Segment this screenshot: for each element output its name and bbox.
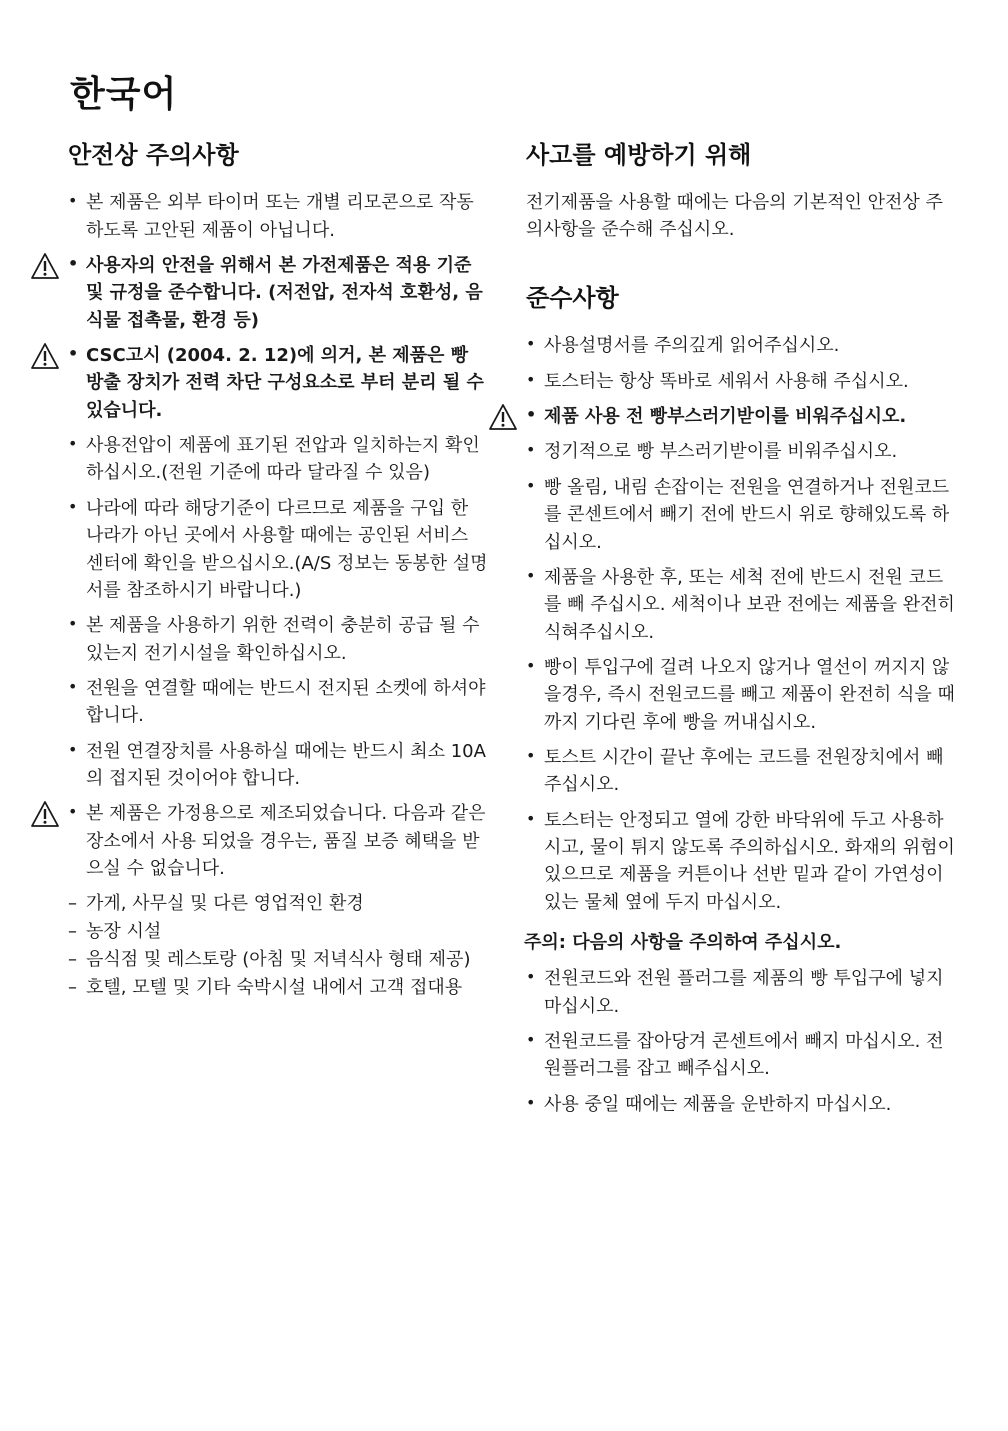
list-item (526, 474, 956, 556)
compliance-heading: 준수사항 (526, 284, 619, 313)
compliance-list (526, 332, 956, 916)
list-item-text: 사용설명서를 주의깊게 읽어주십시오. (544, 335, 840, 357)
left-column (68, 140, 488, 1002)
list-item-text: 토스터는 항상 똑바로 세워서 사용해 주십시오. (544, 370, 909, 392)
prevention-heading: 사고를 예방하기 위해 (526, 141, 752, 169)
safety-heading: 안전상 주의사항 (68, 141, 239, 169)
right-column (526, 140, 956, 1126)
list-item-text: 사용자의 안전을 위해서 본 가전제품은 적용 기준 및 규정을 준수합니다. (저전압, 전자석 호환성, 음식물 접촉물, 환경 등) (86, 254, 483, 331)
list-item-text: 전원코드와 전원 플러그를 제품의 빵 투입구에 넣지 마십시오. (544, 968, 944, 1017)
list-item (526, 403, 956, 430)
page-title: 한국어 (70, 74, 178, 115)
list-item (526, 564, 956, 646)
sub-list-item: – 음식점 및 레스토랑 (아침 및 저녁식사 형태 제공) (68, 946, 488, 974)
list-item-text: 사용 중일 때에는 제품을 운반하지 마십시오. (544, 1093, 892, 1115)
prevention-intro: 전기제품을 사용할 때에는 다음의 기본적인 안전상 주의사항을 준수해 주십시오. (526, 192, 943, 241)
list-item-text: 본 제품을 사용하기 위한 전력이 충분히 공급 될 수 있는지 전기시설을 확인하십시오. (86, 615, 480, 664)
list-item (526, 1091, 956, 1118)
list-item-text: CSC고시 (2004. 2. 12)에 의거, 본 제품은 빵 방출 장치가 전력 차단 구성요소로 부터 분리 될 수 있습니다. (86, 344, 484, 421)
list-item-text: 전원 연결장치를 사용하실 때에는 반드시 최소 10A의 접지된 것이어야 합니다. (86, 740, 486, 790)
list-item-text: 빵 올림, 내림 손잡이는 전원을 연결하거나 전원코드를 콘센트에서 빼기 전에 반드시 위로 향해있도록 하십시오. (544, 476, 950, 553)
list-item-text: 제품 사용 전 빵부스러기받이를 비워주십시오. (544, 406, 907, 428)
list-item (68, 342, 488, 424)
caution-note: 주의: 다음의 사항을 주의하여 주십시오. (524, 932, 842, 954)
list-item (526, 1028, 956, 1083)
list-item (526, 332, 956, 359)
list-item (526, 965, 956, 1020)
caution-list (526, 965, 956, 1118)
list-item (68, 189, 488, 244)
sub-list-item: – 가게, 사무실 및 다른 영업적인 환경 (68, 890, 488, 918)
list-item (68, 612, 488, 667)
location-list (68, 890, 488, 1002)
list-item (68, 738, 488, 793)
list-item-text: 정기적으로 빵 부스러기받이를 비워주십시오. (544, 441, 898, 463)
list-item (526, 654, 956, 736)
list-item-text: 토스트 시간이 끝난 후에는 코드를 전원장치에서 빼 주십시오. (544, 747, 944, 796)
safety-list (68, 189, 488, 882)
list-item-text: 제품을 사용한 후, 또는 세척 전에 반드시 전원 코드를 빼 주십시오. 세척이나 보관 전에는 제품을 완전히 식혀주십시오. (544, 566, 955, 643)
list-item (526, 368, 956, 395)
sub-list-item: – 농장 시설 (68, 918, 488, 946)
list-item-text: 토스터는 안정되고 열에 강한 바닥위에 두고 사용하시고, 물이 튀지 않도록 주의하십시오. 화재의 위험이 있으므로 제품을 커튼이나 선반 밑과 같이 가연성이 있는 물체 옆에 두지 마십시오. (544, 809, 955, 913)
list-item-text: 전원코드를 잡아당겨 콘센트에서 빼지 마십시오. 전원플러그를 잡고 빼주십시오. (544, 1031, 944, 1080)
list-item (68, 432, 488, 487)
list-item-text: 본 제품은 외부 타이머 또는 개별 리모콘으로 작동하도록 고안된 제품이 아닙니다. (86, 192, 474, 241)
list-item (68, 675, 488, 730)
list-item-text: 전원을 연결할 때에는 반드시 전지된 소켓에 하셔야합니다. (86, 677, 486, 727)
list-item-text: 본 제품은 가정용으로 제조되었습니다. 다음과 같은 장소에서 사용 되었을 경우는, 품질 보증 혜택을 받으실 수 없습니다. (86, 803, 486, 880)
sub-list-item: – 호텔, 모텔 및 기타 숙박시설 내에서 고객 접대용 (68, 974, 488, 1002)
warning-icon (30, 800, 60, 828)
warning-icon (30, 252, 60, 280)
list-item (68, 495, 488, 604)
warning-icon (488, 403, 518, 431)
list-item (526, 438, 956, 465)
list-item (68, 252, 488, 334)
list-item (526, 807, 956, 916)
list-item (526, 744, 956, 799)
warning-icon (30, 342, 60, 370)
list-item (68, 800, 488, 882)
list-item-text: 나라에 따라 해당기준이 다르므로 제품을 구입 한 나라가 아닌 곳에서 사용할 때에는 공인된 서비스 센터에 확인을 받으십시오.(A/S 정보는 동봉한 설명서를 참조하시기 바랍니다.) (86, 497, 488, 601)
list-item-text: 빵이 투입구에 걸려 나오지 않거나 열선이 꺼지지 않을경우, 즉시 전원코드를 빼고 제품이 완전히 식을 때까지 기다린 후에 빵을 꺼내십시오. (544, 656, 955, 733)
list-item-text: 사용전압이 제품에 표기된 전압과 일치하는지 확인하십시오.(전원 기준에 따라 달라질 수 있음) (86, 435, 480, 484)
